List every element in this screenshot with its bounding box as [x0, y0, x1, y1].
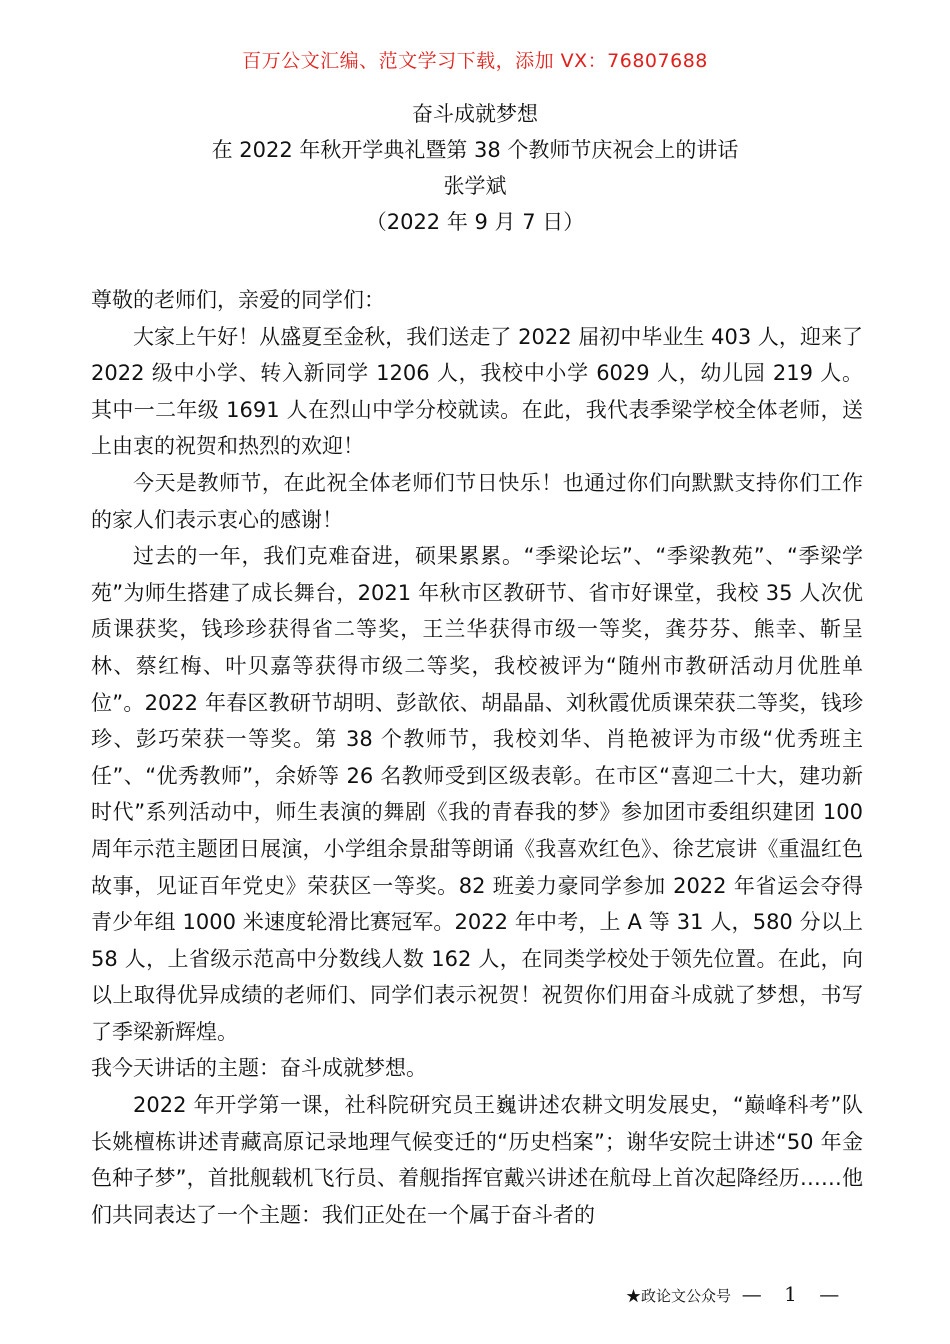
watermark-banner: 百万公文汇编、范文学习下载，添加 VX：76807688 — [242, 50, 708, 72]
page-number: — 1 — — [741, 1282, 848, 1306]
theme-line: 我今天讲话的主题：奋斗成就梦想。 — [91, 1056, 427, 1081]
paragraph: 今天是教师节，在此祝全体老师们节日快乐！也通过你们向默默支持你们工作的家人们表示衷心的感谢！ — [91, 470, 863, 532]
paragraph: 过去的一年，我们克难奋进，硕果累累。“季梁论坛”、“季梁教苑”、“季梁学苑”为师生搭建了成长舞台，2021 年秋市区教研节、省市好课堂，我校 35 人次优质课获奖，钱珍珍获得省二等奖，王兰华获得市级一等奖，龚芬芬、熊幸、靳呈林、蔡红梅、叶贝嘉等获得市级二等奖，我校被评为“随州市教研活动月优胜单位”。2022 年春区教研节胡明、彭歆依、胡晶晶、刘秋霞优质课荣获二等奖，钱珍珍、彭巧荣获一等奖。第 38 个教师节，我校刘华、肖艳被评为市级“优秀班主任”、“优秀教师”，余娇等 26 名教师受到区级表彰。在市区“喜迎二十大，建功新时代”系列活动中，师生表演的舞剧《我的青春我的梦》参加团市委组织建团 100 周年示范主题团日展演，小学组余景甜等朗诵《我喜欢红色》、徐艺宸讲《重温红色故事，见证百年党史》荣获区一等奖。82 班姜力豪同学参加 2022 年省运会夺得青少年组 1000 米速度轮滑比赛冠军。2022 年中考，上 A 等 31 人，580 分以上 58 人，上省级示范高中分数线人数 162 人，在同类学校处于领先位置。在此，向以上取得优异成绩的老师们、同学们表示祝贺！祝贺你们用奋斗成就了梦想，书写了季梁新辉煌。 — [91, 544, 863, 1044]
document-body — [91, 282, 863, 1233]
paragraph: 大家上午好！从盛夏至金秋，我们送走了 2022 届初中毕业生 403 人，迎来了 2022 级中小学、转入新同学 1206 人，我校中小学 6029 人，幼儿园 219 人。其中一二年级 1691 人在烈山中学分校就读。在此，我代表季梁学校全体老师，送上由衷的祝贺和热烈的欢迎！ — [91, 324, 863, 459]
document-title: 奋斗成就梦想 — [412, 102, 538, 126]
page-footer — [626, 1282, 847, 1306]
document-subtitle: 在 2022 年秋开学典礼暨第 38 个教师节庆祝会上的讲话 — [211, 138, 739, 162]
document-header — [0, 96, 950, 240]
footer-source: ★政论文公众号 — [626, 1287, 732, 1305]
salutation: 尊敬的老师们，亲爱的同学们： — [91, 288, 385, 312]
document-author: 张学斌 — [443, 174, 507, 198]
document-date: （2022 年 9 月 7 日） — [365, 210, 585, 234]
paragraph: 2022 年开学第一课，社科院研究员王巍讲述农耕文明发展史，“巅峰科考”队长姚檀栋讲述青藏高原记录地理气候变迁的“历史档案”；谢华安院士讲述“50 年金色种子梦”，首批舰载机飞行员、着舰指挥官戴兴讲述在航母上首次起降经历……他们共同表达了一个主题：我们正处在一个属于奋斗者的 — [91, 1093, 863, 1227]
